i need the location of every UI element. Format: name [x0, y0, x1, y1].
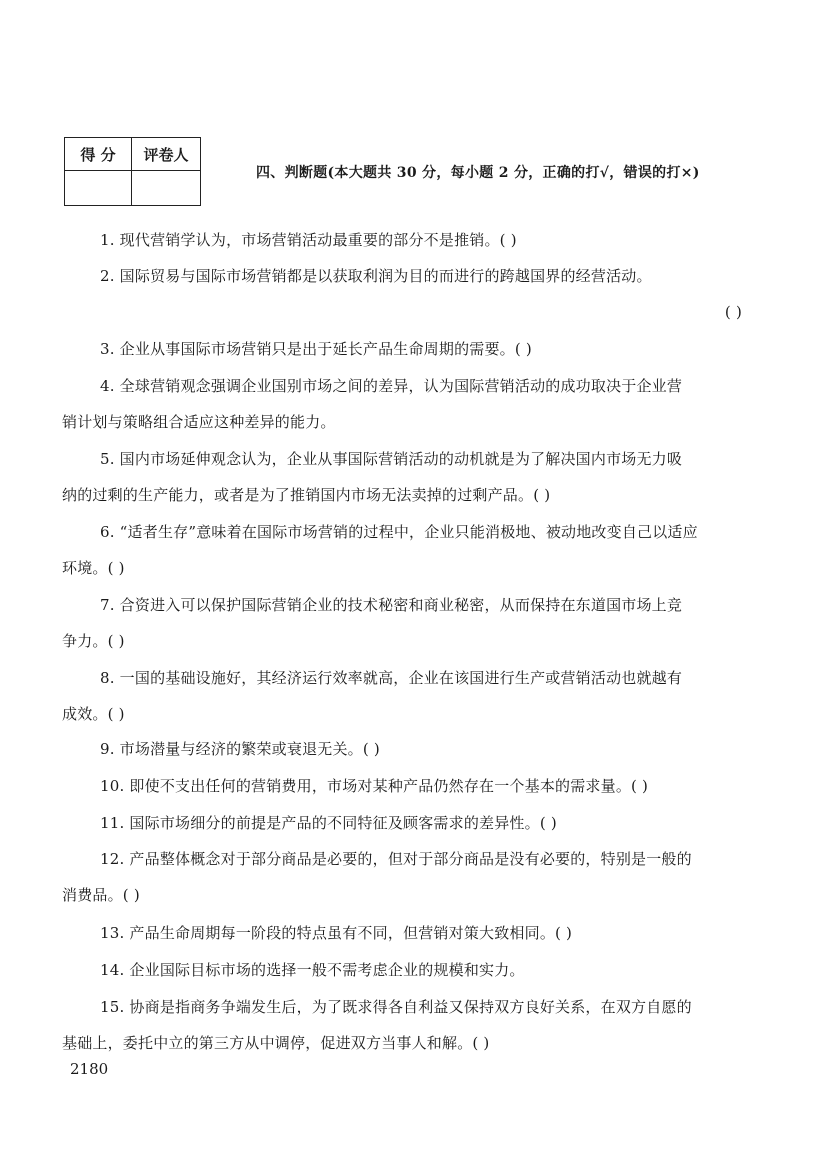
question-5: 5. 国内市场延伸观念认为，企业从事国际营销活动的动机就是为了解决国内市场无力吸 纳的过剩的生产能力，或者是为了推销国内市场无法卖掉的过剩产品。( ): [62, 450, 683, 504]
page-number: 2180: [70, 1060, 109, 1078]
question-13: 13. 产品生命周期每一阶段的特点虽有不同，但营销对策大致相同。( ): [100, 924, 573, 942]
score-label: 得 分: [65, 138, 132, 171]
question-9: 9. 市场潜量与经济的繁荣或衰退无关。( ): [100, 740, 380, 758]
question-15: 15. 协商是指商务争端发生后，为了既求得各自利益又保持双方良好关系，在双方自愿的 基础上，委托中立的第三方从中调停，促进双方当事人和解。( ): [62, 998, 692, 1052]
score-cell: [65, 171, 132, 206]
question-6: 6. “适者生存”意味着在国际市场营销的过程中，企业只能消极地、被动地改变自己以适应 环境。( ): [62, 523, 698, 577]
question-1: 1. 现代营销学认为，市场营销活动最重要的部分不是推销。( ): [100, 231, 517, 249]
question-14: 14. 企业国际目标市场的选择一般不需考虑企业的规模和实力。: [100, 961, 525, 979]
question-2: 2. 国际贸易与国际市场营销都是以获取利润为目的而进行的跨越国界的经营活动。 ( ): [62, 258, 752, 330]
score-box: [64, 137, 201, 206]
question-10: 10. 即使不支出任何的营销费用，市场对某种产品仍然存在一个基本的需求量。( ): [100, 777, 649, 795]
grader-label: 评卷人: [132, 138, 201, 171]
question-4: 4. 全球营销观念强调企业国别市场之间的差异，认为国际营销活动的成功取决于企业营 销计划与策略组合适应这种差异的能力。: [62, 377, 683, 431]
section-title: 四、判断题(本大题共 30 分，每小题 2 分，正确的打√，错误的打×): [256, 165, 700, 181]
answer-paren: ( ): [724, 303, 742, 321]
question-7: 7. 合资进入可以保护国际营销企业的技术秘密和商业秘密，从而保持在东道国市场上竞 争力。( ): [62, 596, 683, 650]
question-8: 8. 一国的基础设施好，其经济运行效率就高，企业在该国进行生产或营销活动也就越有 成效。( ): [62, 669, 683, 723]
question-3: 3. 企业从事国际市场营销只是出于延长产品生命周期的需要。( ): [100, 340, 532, 358]
question-11: 11. 国际市场细分的前提是产品的不同特征及顾客需求的差异性。( ): [100, 814, 557, 832]
grader-cell: [132, 171, 201, 206]
question-12: 12. 产品整体概念对于部分商品是必要的，但对于部分商品是没有必要的，特别是一般的 消费品。( ): [62, 850, 692, 904]
